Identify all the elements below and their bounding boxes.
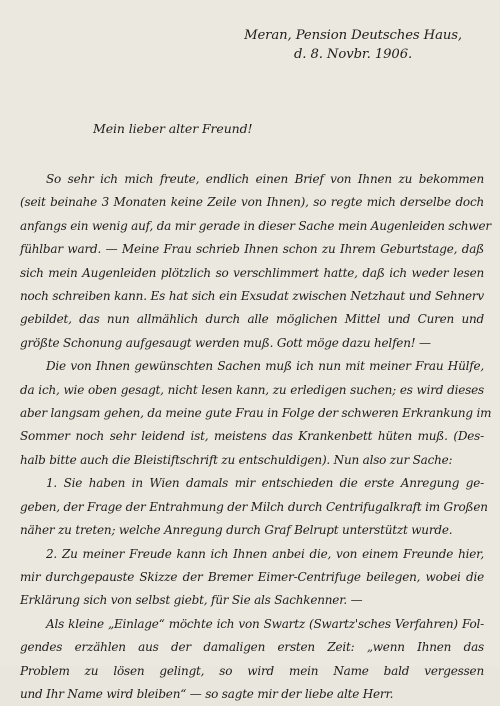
salutation: Mein lieber alter Freund! [93,121,253,136]
letter-line: aber langsam gehen, da meine gute Frau in Folge der schweren Erkrankung im [20,406,492,421]
letter-line: halb bitte auch die Bleistiftschrift zu entschuldigen). Nun also zur Sache: [20,452,453,467]
letter-line: 2. Zu meiner Freude kann ich Ihnen anbei die, von einem Freunde hier, [46,546,484,561]
letter-line: anfangs ein wenig auf, da mir gerade in dieser Sache mein Augenleiden schwer [20,218,491,233]
letter-line: größte Schonung aufgesaugt werden muß. Gott möge dazu helfen! — [20,335,431,350]
letter-body [20,168,492,706]
letter-line: fühlbar ward. — Meine Frau schrieb Ihnen schon zu Ihrem Geburtstage, daß [20,242,484,257]
letter-line: geben, der Frage der Entrahmung der Milch durch Centrifugalkraft im Großen [20,499,488,514]
letter-line: mir durchgepauste Skizze der Bremer Eimer-Centrifuge beilegen, wobei die [20,569,484,584]
letter-line: noch schreiben kann. Es hat sich ein Exsudat zwischen Netzhaut und Sehnerv [20,289,484,304]
letter-line: da ich, wie oben gesagt, nicht lesen kann, zu erledigen suchen; es wird dieses [20,382,484,397]
heading-place: Meran, Pension Deutsches Haus, [244,28,462,43]
letter-heading [244,26,462,64]
heading-date: d. 8. Novbr. 1906. [293,47,413,62]
letter-line: gebildet, das nun allmählich durch alle möglichen Mittel und Curen und [20,312,484,327]
letter-line: (seit beinahe 3 Monaten keine Zeile von Ihnen), so regte mich derselbe doch [20,195,484,210]
letter-line: Sommer noch sehr leidend ist, meistens das Krankenbett hüten muß. (Des- [20,429,484,444]
letter-line: So sehr ich mich freute, endlich einen Brief von Ihnen zu bekommen [46,172,484,186]
letter-line: Erklärung sich von selbst giebt, für Sie als Sachkenner. — [20,593,363,608]
letter-line: näher zu treten; welche Anregung durch Graf Belrupt unterstützt wurde. [20,523,453,538]
letter-line: und Ihr Name wird bleiben“ — so sagte mir der liebe alte Herr. [20,686,394,701]
letter-line: sich mein Augenleiden plötzlich so verschlimmert hatte, daß ich weder lesen [20,265,484,280]
letter-line: gendes erzählen aus der damaligen ersten Zeit: „wenn Ihnen das [20,640,484,655]
letter-line: Die von Ihnen gewünschten Sachen muß ich nun mit meiner Frau Hülfe, [46,359,484,374]
letter-line: 1. Sie haben in Wien damals mir entschieden die erste Anregung ge- [46,476,484,491]
letter-line: Problem zu lösen gelingt, so wird mein Name bald vergessen [20,663,484,678]
letter-line: Als kleine „Einlage“ möchte ich von Swartz (Swartz'sches Verfahren) Fol- [46,616,484,631]
